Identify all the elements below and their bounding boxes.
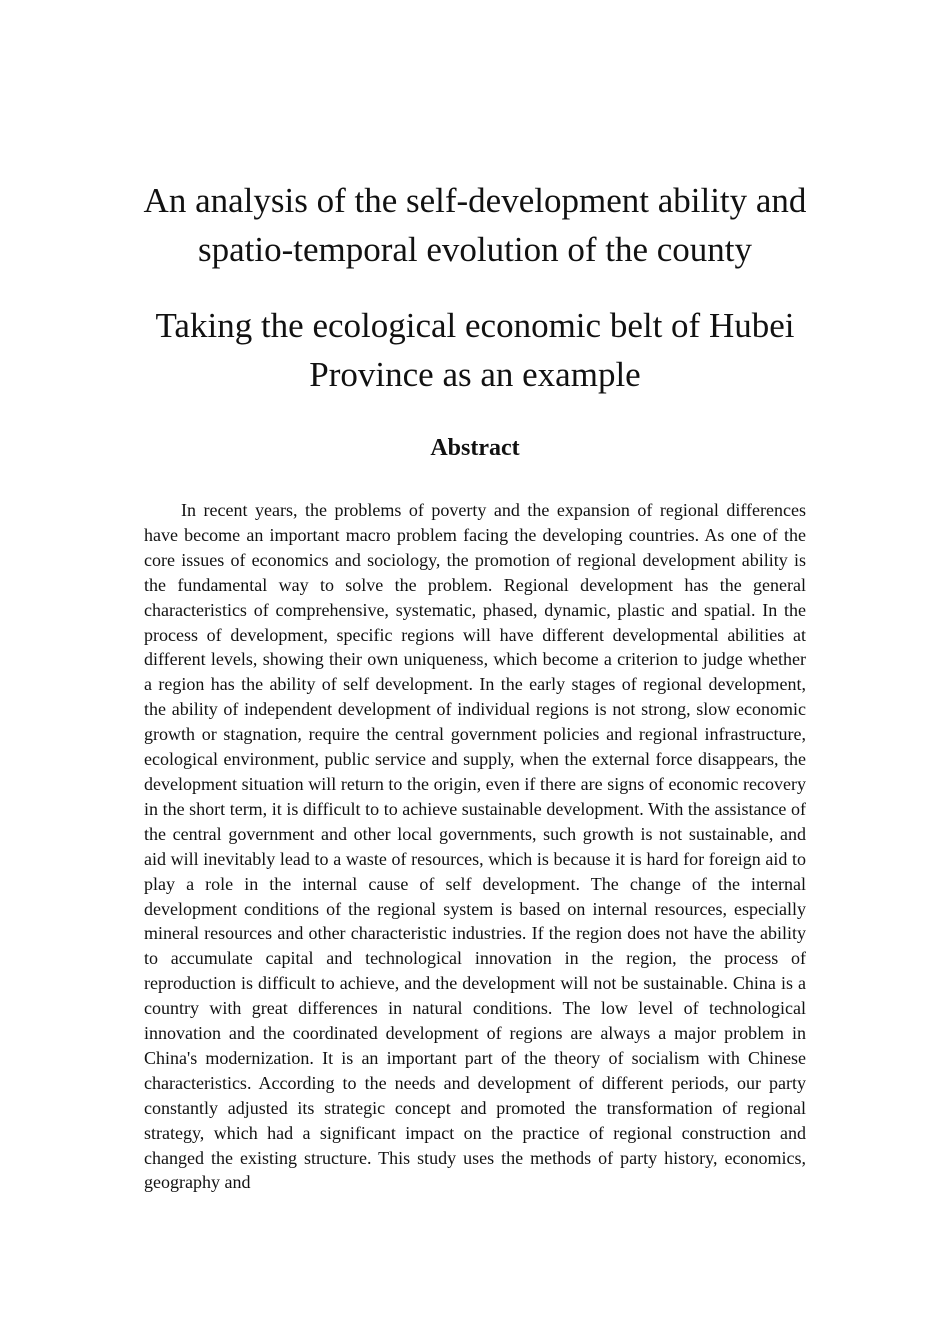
- paper-title: An analysis of the self-development ability and spatio-temporal evolution of the county: [143, 181, 807, 269]
- abstract-heading: Abstract: [430, 435, 520, 461]
- abstract-paragraph: In recent years, the problems of poverty and the expansion of regional differences have become an important macro problem facing the developing countries. As one of the core issues of economics and sociology, the promotion of regional development ability is the fundamental way to solve the problem. Regional development has the general characteristics of comprehensive, systematic, phased, dynamic, plastic and spatial. In the process of development, specific regions will have different developmental abilities at different levels, showing their own uniqueness, which become a criterion to judge whether a region has the ability of self development. In the early stages of regional development, the ability of independent development of individual regions is not strong, slow economic growth or stagnation, require the central government policies and regional infrastructure, ecological environment, public service and supply, when the external force disappears, the development situation will return to the origin, even if there are signs of economic recovery in the short term, it is difficult to to achieve sustainable development. With the assistance of the central government and other local governments, such growth is not sustainable, and aid will inevitably lead to a waste of resources, which is because it is hard for foreign aid to play a role in the internal cause of self development. The change of the internal development conditions of the regional system is based on internal resources, especially mineral resources and other characteristic industries. If the region does not have the ability to accumulate capital and technological innovation in the region, the process of reproduction is difficult to achieve, and the development will not be sustainable. China is a country with great differences in natural conditions. The low level of technological innovation and the coordinated development of regions are always a major problem in China's modernization. It is an important part of the theory of socialism with Chinese characteristics. According to the needs and development of different periods, our party constantly adjusted its strategic concept and promoted the transformation of regional strategy, which had a significant impact on the practice of regional construction and changed the existing structure. This study uses the methods of party history, economics, geography and: [144, 500, 806, 1193]
- paper-subtitle: Taking the ecological economic belt of Hubei Province as an example: [155, 306, 795, 394]
